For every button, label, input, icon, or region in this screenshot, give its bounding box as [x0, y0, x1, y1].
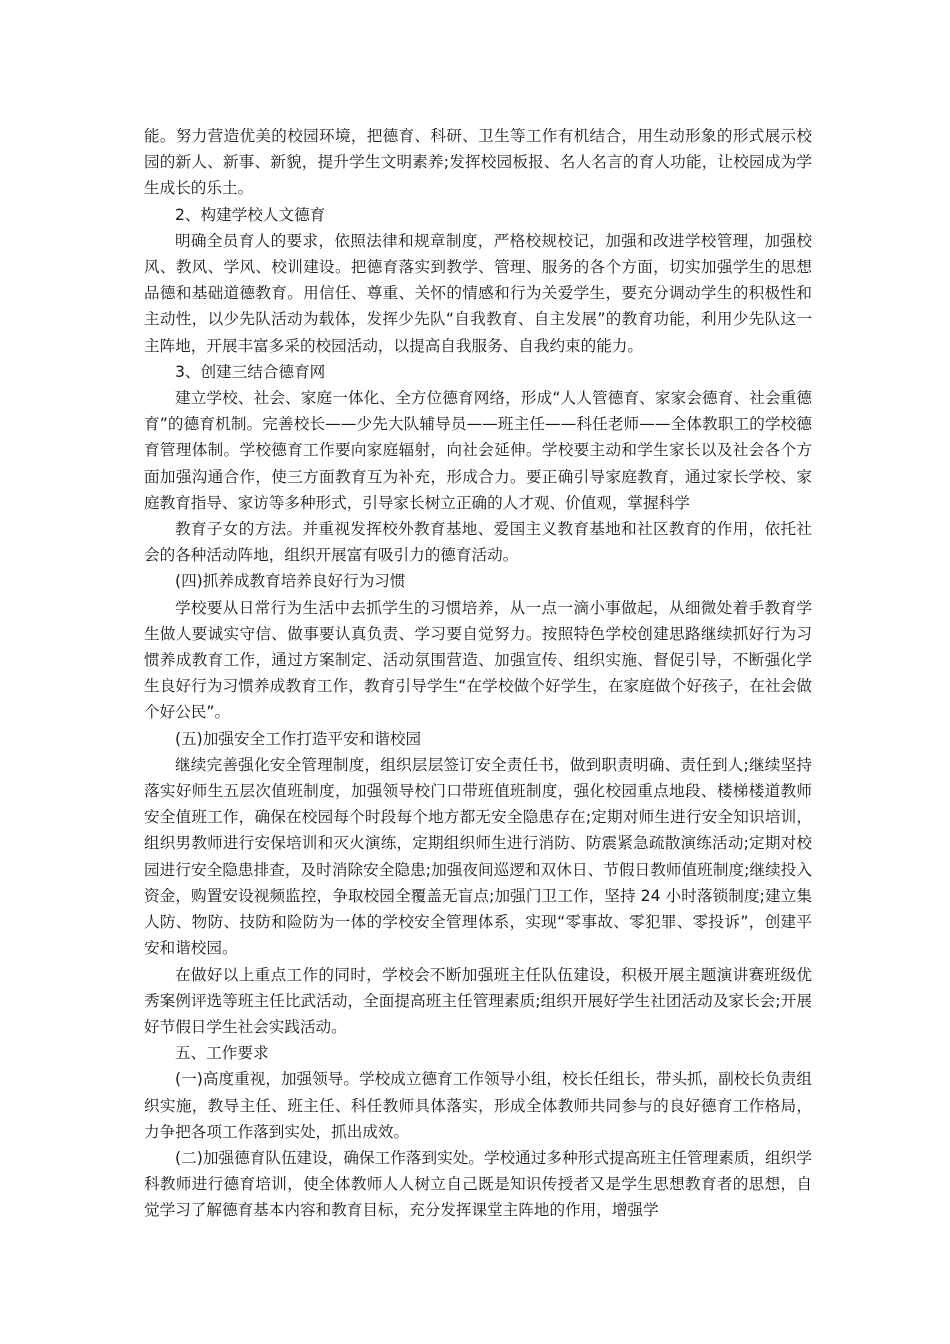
paragraph: 教育子女的方法。并重视发挥校外教育基地、爱国主义教育基地和社区教育的作用，依托社会的各种活动阵地，组织开展富有吸引力的德育活动。	[144, 520, 812, 565]
paragraph: 建立学校、社会、家庭一体化、全方位德育网络，形成“人人管德育、家家会德育、社会重德育”的德育机制。完善校长——少先大队辅导员——班主任——科任老师——全体教职工的学校德育管理体制。学校德育工作要向家庭辐射，向社会延伸。学校要主动和学生家长以及社会各个方面加强沟通合作，使三方面教育互为补充，形成合力。要正确引导家庭教育，通过家长学校、家庭教育指导、家访等多种形式，引导家长树立正确的人才观、价值观，掌握科学	[144, 389, 812, 512]
heading-three-combined-network: 3、创建三结合德育网	[175, 362, 326, 381]
paragraph: 学校要从日常行为生活中去抓学生的习惯培养，从一点一滴小事做起，从细微处着手教育学生做人要诚实守信、做事要认真负责、学习要自觉努力。按照特色学校创建思路继续抓好行为习惯养成教育工作，通过方案制定、活动氛围营造、加强宣传、组织实施、督促引导，不断强化学生良好行为习惯养成教育工作，教育引导学生“在学校做个好学生，在家庭做个好孩子，在社会做个好公民”。	[144, 598, 812, 722]
document-page	[144, 123, 812, 1224]
paragraph: (一)高度重视，加强领导。学校成立德育工作领导小组，校长任组长，带头抓，副校长负责组织实施，教导主任、班主任、科任教师具体落实，形成全体教师共同参与的良好德育工作格局，力争把各项工作落到实处，抓出成效。	[144, 1070, 812, 1141]
paragraph: 继续完善强化安全管理制度，组织层层签订安全责任书，做到职责明确、责任到人;继续坚持落实好师生五层次值班制度，加强领导校门口带班值班制度，强化校园重点地段、楼梯楼道教师安全值班工作，确保在校园每个时段每个地方都无安全隐患存在;定期对师生进行安全知识培训，组织男教师进行安保培训和灭火演练，定期组织师生进行消防、防震紧急疏散演练活动;定期对校园进行安全隐患排查，及时消除安全隐患;加强夜间巡逻和双休日、节假日教师值班制度;继续投入资金，购置安设视频监控，争取校园全覆盖无盲点;加强门卫工作，坚持 24 小时落锁制度;建立集人防、物防、技防和险防为一体的学校安全管理体系，实现“零事故、零犯罪、零投诉”，创建平安和谐校园。	[144, 755, 812, 958]
paragraph: 明确全员育人的要求，依照法律和规章制度，严格校规校记，加强和改进学校管理，加强校风、教风、学风、校训建设。把德育落实到教学、管理、服务的各个方面，切实加强学生的思想品德和基础道德教育。用信任、尊重、关怀的情感和行为关爱学生，要充分调动学生的积极性和主动性，以少先队活动为载体，发挥少先队“自我教育、自主发展”的教育功能，利用少先队这一主阵地，开展丰富多采的校园活动，以提高自我服务、自我约束的能力。	[144, 231, 812, 355]
heading-humanistic-moral-education: 2、构建学校人文德育	[175, 205, 326, 224]
paragraph-continuation: 能。努力营造优美的校园环境，把德育、科研、卫生等工作有机结合，用生动形象的形式展示校园的新人、新事、新貌，提升学生文明素养;发挥校园板报、名人名言的育人功能，让校园成为学生成长的乐土。	[144, 127, 812, 198]
heading-safety-work: (五)加强安全工作打造平安和谐校园	[175, 729, 422, 748]
heading-work-requirements: 五、工作要求	[175, 1044, 269, 1063]
heading-habit-education: (四)抓养成教育培养良好行为习惯	[175, 572, 406, 591]
paragraph: (二)加强德育队伍建设，确保工作落到实处。学校通过多种形式提高班主任管理素质，组织学科教师进行德育培训，使全体教师人人树立自己既是知识传授者又是学生思想教育者的思想，自觉学习了解德育基本内容和教育目标，充分发挥课堂主阵地的作用，增强学	[144, 1148, 812, 1220]
paragraph: 在做好以上重点工作的同时，学校会不断加强班主任队伍建设，积极开展主题演讲赛班级优秀案例评选等班主任比武活动，全面提高班主任管理素质;组织开展好学生社团活动及家长会;开展好节假日学生社会实践活动。	[144, 965, 812, 1036]
